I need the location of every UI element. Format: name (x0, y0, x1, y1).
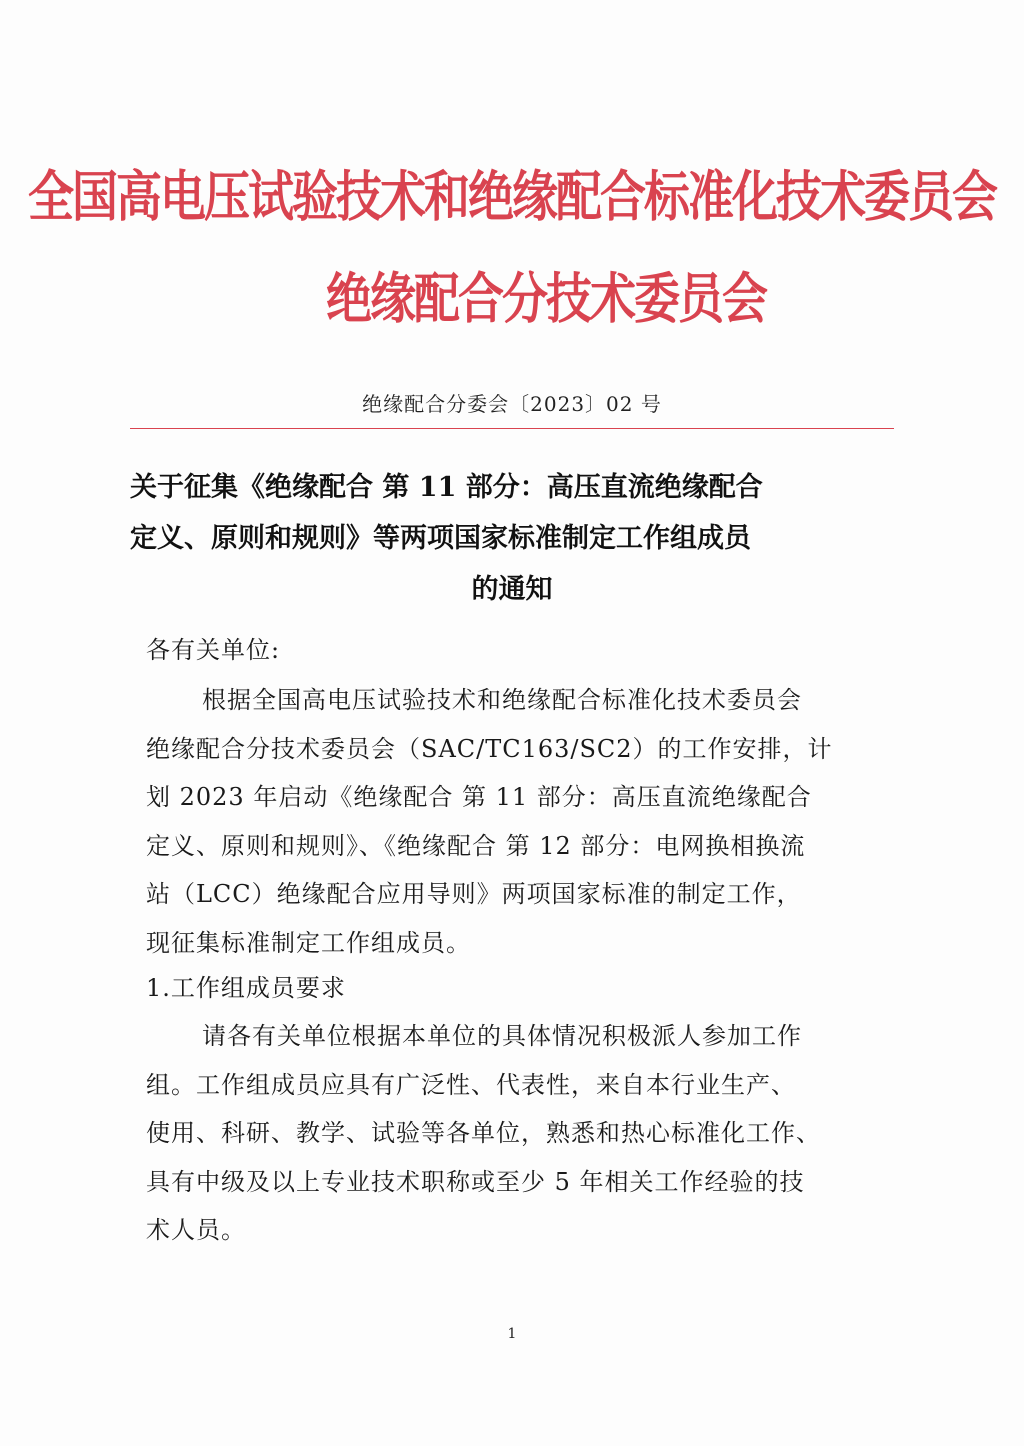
paragraph-1-line: 根据全国高电压试验技术和绝缘配合标准化技术委员会 (202, 686, 802, 714)
section-1-heading: 1.工作组成员要求 (146, 974, 346, 1002)
paragraph-1-line: 站（LCC）绝缘配合应用导则》两项国家标准的制定工作， (146, 880, 802, 908)
issuer-header-line-2: 绝缘配合分技术委员会 (326, 266, 766, 331)
page-number: 1 (507, 1326, 517, 1342)
paragraph-1-line: 绝缘配合分技术委员会（SAC/TC163/SC2）的工作安排，计 (146, 734, 833, 763)
paragraph-1-line: 现征集标准制定工作组成员。 (146, 928, 471, 957)
section-1-line: 具有中级及以上专业技术职称或至少 5 年相关工作经验的技 (146, 1167, 805, 1196)
salutation: 各有关单位: (146, 636, 281, 664)
paragraph-1-line: 定义、原则和规则》、《绝缘配合 第 12 部分：电网换相换流 (146, 831, 806, 860)
paragraph-1-line: 划 2023 年启动《绝缘配合 第 11 部分：高压直流绝缘配合 (146, 783, 812, 811)
section-1-line: 组。工作组成员应具有广泛性、代表性，来自本行业生产、 (146, 1070, 796, 1099)
document-number: 绝缘配合分委会〔2023〕02 号 (362, 392, 662, 416)
issuer-header-line-1: 全国高电压试验技术和绝缘配合标准化技术委员会 (28, 164, 996, 229)
section-1-line: 使用、科研、教学、试验等各单位，熟悉和热心标准化工作、 (146, 1119, 821, 1147)
title-line-2: 定义、原则和规则》等两项国家标准制定工作组成员 (130, 523, 751, 554)
title-line-3: 的通知 (471, 574, 553, 605)
section-1-paragraph (146, 1012, 866, 1255)
title-line-1: 关于征集《绝缘配合 第 11 部分：高压直流绝缘配合 (130, 472, 763, 503)
paragraph-1 (146, 676, 866, 967)
section-1-line: 术人员。 (146, 1216, 246, 1244)
section-1-line: 请各有关单位根据本单位的具体情况积极派人参加工作 (202, 1022, 802, 1050)
red-divider-line (130, 428, 894, 429)
notice-title (130, 462, 894, 615)
